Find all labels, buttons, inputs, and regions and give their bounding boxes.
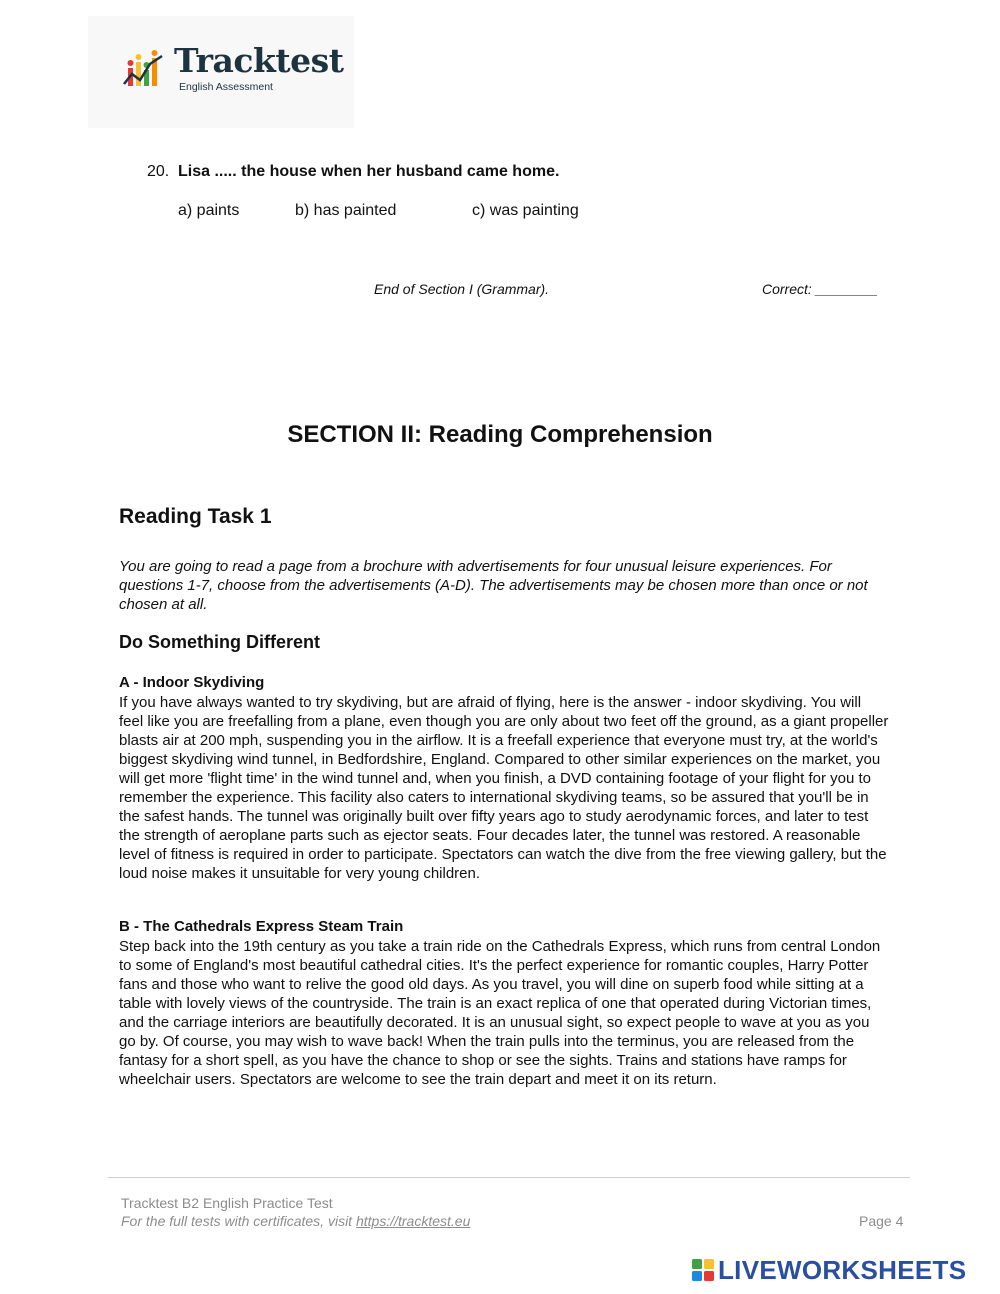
liveworksheets-icon bbox=[692, 1259, 714, 1281]
question-text: Lisa ..... the house when her husband came home. bbox=[178, 163, 560, 180]
answer-option-c[interactable]: c) was painting bbox=[472, 202, 579, 219]
section-title: SECTION II: Reading Comprehension bbox=[287, 421, 713, 448]
logo-tagline: English Assessment bbox=[179, 81, 273, 93]
ad-a-body: If you have always wanted to try skydiving, but are afraid of flying, here is the answer - indoor skydiving. You will feel like you are freefalling from a plane, even though you are only about two feet off the ground, as a giant propeller blasts air at 200 mph, suspending you in the airflow. It is a freefall experience that everyone must try, at the world's biggest skydiving wind tunnel, in Bedfordshire, England. Compared to other similar experiences on the market, you will get more 'flight time' in the wind tunnel and, when you finish, a DVD containing footage of your flight for you to remember the experience. This facility also caters to international skydiving teams, so be assured that you'll be in the safest hands. The tunnel was originally built over fifty years ago to study aerodynamic forces, and later to test the strength of aeroplane parts such as ejector seats. Four decades later, the tunnel was restored. A reasonable level of fitness is required in order to participate. Spectators can watch the dive from the free viewing gallery, but the loud noise makes it unsuitable for very young children. bbox=[119, 694, 889, 882]
footer-note-text: For the full tests with certificates, visit bbox=[121, 1213, 356, 1229]
footer-link[interactable]: https://tracktest.eu bbox=[355, 1213, 471, 1229]
question-number: 20. bbox=[147, 163, 170, 180]
liveworksheets-text: LIVEWORKSHEETS bbox=[718, 1255, 967, 1285]
ad-a-title: A - Indoor Skydiving bbox=[119, 674, 265, 691]
answer-option-b[interactable]: b) has painted bbox=[295, 202, 397, 219]
logo-name: Tracktest bbox=[174, 41, 344, 80]
task-instructions: You are going to read a page from a brochure with advertisements for four unusual leisure experiences. For questions 1-7, choose from the advertisements (A-D). The advertisements may be chosen more than once or not chosen at all. bbox=[119, 558, 868, 613]
end-of-section-label: End of Section I (Grammar). bbox=[374, 281, 550, 297]
footer-note bbox=[121, 1213, 470, 1229]
reading-task-title: Reading Task 1 bbox=[119, 505, 272, 528]
footer-title: Tracktest B2 English Practice Test bbox=[121, 1195, 333, 1211]
correct-count-field[interactable]: Correct: ________ bbox=[762, 281, 878, 297]
tracktest-logo bbox=[88, 16, 354, 128]
ad-b-title: B - The Cathedrals Express Steam Train bbox=[119, 918, 404, 935]
answer-option-a[interactable]: a) paints bbox=[178, 202, 240, 219]
brochure-heading: Do Something Different bbox=[119, 632, 320, 652]
tracktest-logo-icon bbox=[122, 46, 168, 92]
footer-divider bbox=[108, 1177, 910, 1178]
ad-b-body: Step back into the 19th century as you take a train ride on the Cathedrals Express, which runs from central London to some of England's most beautiful cathedral cities. It's the perfect experience for romantic couples, Harry Potter fans and those who want to relive the good old days. As you travel, you will dine on superb food while sitting at a table with lovely views of the countryside. The train is an exact replica of one that operated during Victorian times, and the carriage interiors are beautifully decorated. It is an unusual sight, so expect people to wave at you as you go by. Of course, you may wish to wave back! When the train pulls into the terminus, you are released from the fantasy for a short spell, as you have the chance to shop or see the sights. Trains and stations have ramps for wheelchair users. Spectators are welcome to see the train depart and meet it on its return. bbox=[119, 938, 881, 1088]
page-number: Page 4 bbox=[859, 1213, 904, 1229]
